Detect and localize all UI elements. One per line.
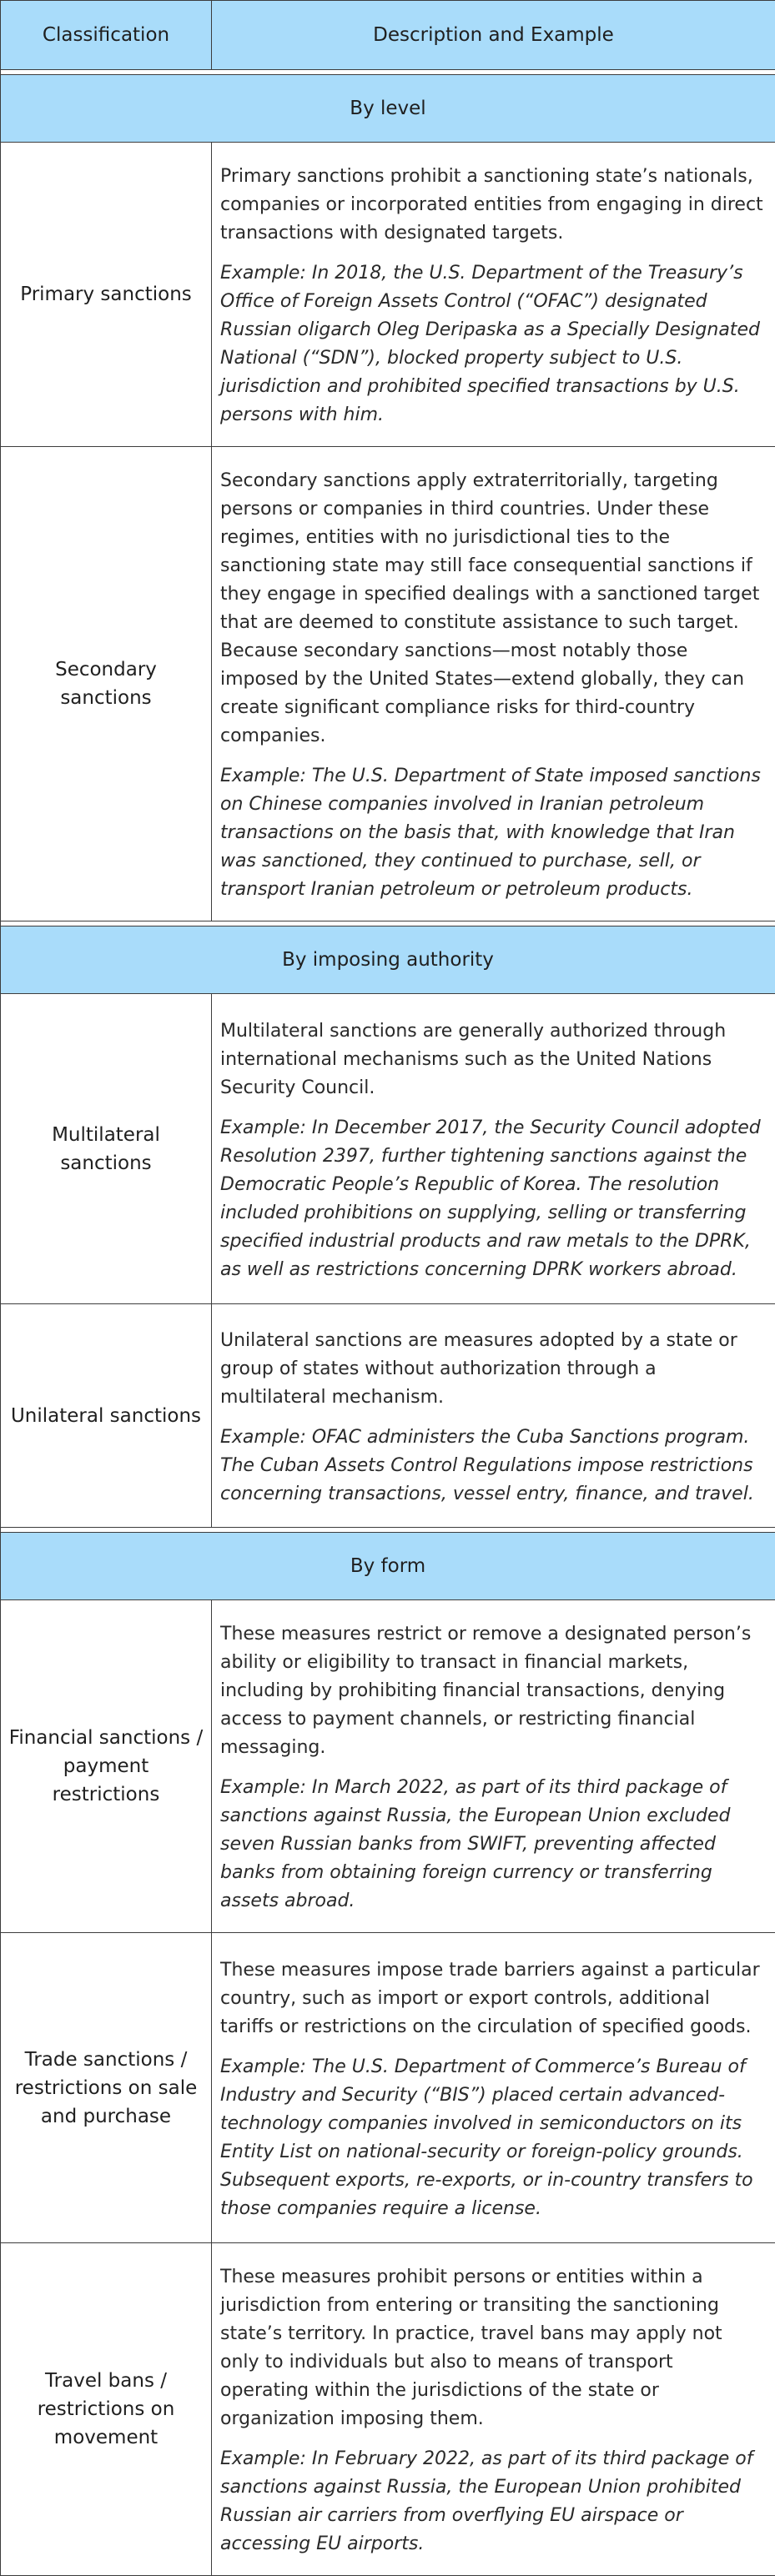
- classification-cell: Trade sanctions / restrictions on sale and purchase: [1, 1933, 212, 2243]
- description-text: Secondary sanctions apply extraterritorially, targeting persons or companies in third countries. Under these regimes, entities with no jurisdictional ties to the sanctioning state may still face consequential sanctions if they engage in specified dealings with a sanctioned target that are deemed to constitute assistance to such target. Because secondary sanctions—most notably those imposed by the United States—extend globally, they can create significant compliance risks for third-country companies.: [220, 467, 763, 751]
- table-row: [1, 2243, 775, 2576]
- description-cell: [212, 2243, 775, 2576]
- table-row: [1, 143, 775, 447]
- example-text: Example: In December 2017, the Security Council adopted Resolution 2397, further tightening sanctions against the Democratic People’s Republic of Korea. The resolution included prohibitions on supplying, selling or transferring specified industrial products and raw metals to the DPRK, as well as restrictions concerning DPRK workers abroad.: [220, 1114, 763, 1284]
- classification-cell: Travel bans / restrictions on movement: [1, 2243, 212, 2576]
- example-text: Example: The U.S. Department of Commerce’s Bureau of Industry and Security (“BIS”) placed certain advanced-technology companies involved in semiconductors on its Entity List on national-security or foreign-policy grounds. Subsequent exports, re-exports, or in-country transfers to those companies require a license.: [220, 2053, 763, 2223]
- section-title: By imposing authority: [1, 926, 775, 994]
- description-cell: [212, 1304, 775, 1528]
- section-header-by-level: [1, 75, 775, 143]
- description-text: These measures prohibit persons or entities within a jurisdiction from entering or transiting the sanctioning state’s territory. In practice, travel bans may apply not only to individuals but also to means of transport operating within the jurisdictions of the state or organization imposing them.: [220, 2263, 763, 2433]
- table-row: [1, 1600, 775, 1933]
- description-text: These measures impose trade barriers against a particular country, such as import or export controls, additional tariffs or restrictions on the circulation of specified goods.: [220, 1956, 763, 2041]
- description-text: Unilateral sanctions are measures adopted by a state or group of states without authorization through a multilateral mechanism.: [220, 1327, 763, 1412]
- section-title: By level: [1, 75, 775, 143]
- table-row: [1, 994, 775, 1304]
- section-title: By form: [1, 1533, 775, 1600]
- classification-cell: Financial sanctions / payment restrictions: [1, 1600, 212, 1933]
- description-cell: [212, 1600, 775, 1933]
- table-row: [1, 1933, 775, 2243]
- example-text: Example: OFAC administers the Cuba Sanctions program. The Cuban Assets Control Regulations impose restrictions concerning transactions, vessel entry, finance, and travel.: [220, 1424, 763, 1509]
- classification-cell: Unilateral sanctions: [1, 1304, 212, 1528]
- description-text: Primary sanctions prohibit a sanctioning state’s nationals, companies or incorporated entities from engaging in direct transactions with designated targets.: [220, 163, 763, 248]
- table-row: [1, 447, 775, 921]
- table-row: [1, 1304, 775, 1528]
- example-text: Example: In February 2022, as part of its third package of sanctions against Russia, the European Union prohibited Russian air carriers from overflying EU airspace or accessing EU airports.: [220, 2445, 763, 2558]
- description-cell: [212, 143, 775, 447]
- header-row: [1, 1, 775, 70]
- example-text: Example: The U.S. Department of State imposed sanctions on Chinese companies involved in Iranian petroleum transactions on the basis that, with knowledge that Iran was sanctioned, they continued to purchase, sell, or transport Iranian petroleum or petroleum products.: [220, 762, 763, 904]
- classification-column-header: Classification: [1, 1, 212, 70]
- classification-cell: Primary sanctions: [1, 143, 212, 447]
- classification-cell: Multilateral sanctions: [1, 994, 212, 1304]
- description-cell: [212, 994, 775, 1304]
- description-text: Multilateral sanctions are generally authorized through international mechanisms such as the United Nations Security Council.: [220, 1017, 763, 1102]
- description-cell: [212, 447, 775, 921]
- description-cell: [212, 1933, 775, 2243]
- example-text: Example: In March 2022, as part of its third package of sanctions against Russia, the European Union excluded seven Russian banks from SWIFT, preventing affected banks from obtaining foreign currency or transferring assets abroad.: [220, 1774, 763, 1916]
- classification-cell: Secondary sanctions: [1, 447, 212, 921]
- section-header-by-imposing-authority: [1, 926, 775, 994]
- description-text: These measures restrict or remove a designated person’s ability or eligibility to transact in financial markets, including by prohibiting financial transactions, denying access to payment channels, or restricting financial messaging.: [220, 1620, 763, 1762]
- description-column-header: Description and Example: [212, 1, 775, 70]
- example-text: Example: In 2018, the U.S. Department of the Treasury’s Office of Foreign Assets Control (“OFAC”) designated Russian oligarch Oleg Deripaska as a Specially Designated National (“SDN”), blocked property subject to U.S. jurisdiction and prohibited specified transactions by U.S. persons with him.: [220, 259, 763, 429]
- section-header-by-form: [1, 1533, 775, 1600]
